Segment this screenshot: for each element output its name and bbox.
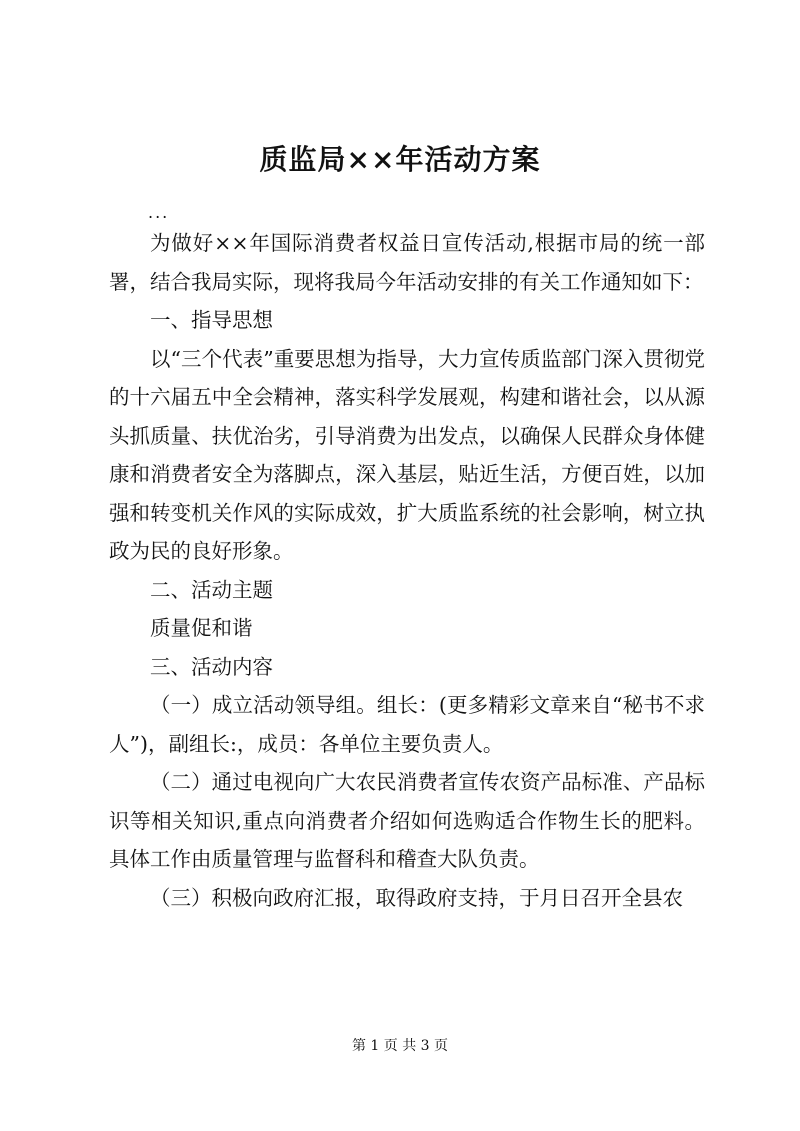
section-heading-activity-content: 三、活动内容 [150, 654, 273, 679]
ellipsis-marker: ... [148, 203, 170, 222]
section-heading-guiding-thought: 一、指导思想 [150, 308, 273, 332]
section-heading-activity-theme: 二、活动主题 [150, 577, 273, 602]
document-body [109, 224, 705, 917]
activity-item-1: （一）成立活动领导组。组长：(更多精彩文章来自“秘书不求人”)，副组长:，成员：各单位主要负责人。 [109, 693, 705, 756]
activity-item-2: （二）通过电视向广大农民消费者宣传农资产品标准、产品标识等相关知识,重点向消费者介绍如何选购适合作物生长的肥料。具体工作由质量管理与监督科和稽查大队负责。 [109, 770, 705, 871]
activity-item-3: （三）积极向政府汇报，取得政府支持，于月日召开全县农 [150, 885, 683, 910]
guiding-thought-paragraph: 以“三个代表”重要思想为指导，大力宣传质监部门深入贯彻党的十六届五中全会精神，落实科学发展观，构建和谐社会，以从源头抓质量、扶优治劣，引导消费为出发点，以确保人民群众身体健康和消费者安全为落脚点，深入基层，贴近生活，方便百姓，以加强和转变机关作风的实际成效，扩大质监系统的社会影响，树立执政为民的良好形象。 [109, 346, 705, 563]
document-title: 质监局××年活动方案 [259, 143, 541, 176]
page-footer: 第 1 页 共 3 页 [351, 1038, 449, 1054]
intro-paragraph: 为做好××年国际消费者权益日宣传活动,根据市局的统一部署，结合我局实际，现将我局今年活动安排的有关工作通知如下： [109, 231, 705, 294]
activity-theme-paragraph: 质量促和谐 [150, 616, 253, 640]
